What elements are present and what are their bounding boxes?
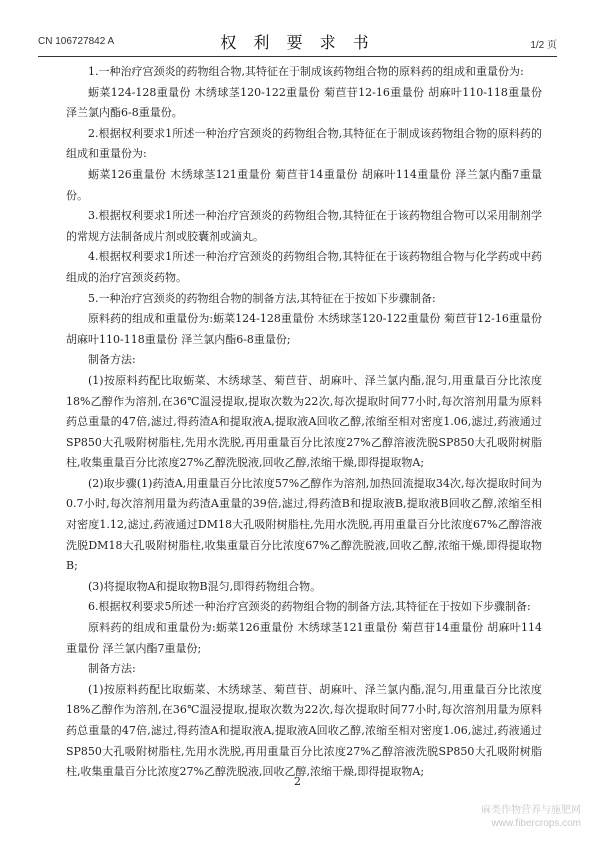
paragraph: (3)将提取物A和提取物B混匀,即得药物组合物。 — [88, 579, 322, 593]
claims-body — [66, 62, 542, 783]
watermark — [481, 804, 581, 830]
paragraph: 原料药的组成和重量份为:蛎菜124-128重量份 木绣球茎120-122重量份 菊苣苷12-16重量份 胡麻叶110-118重量份 泽兰氯内酯6-8重量份; — [66, 312, 542, 346]
paragraph: 1.一种治疗宫颈炎的药物组合物,其特征在于制成该药物组合物的原料药的组成和重量份为: — [88, 65, 524, 78]
page-number: 2 — [294, 775, 301, 788]
paragraph: 原料药的组成和重量份为:蛎菜126重量份 木绣球茎121重量份 菊苣苷14重量份 胡麻叶114重量份 泽兰氯内酯7重量份; — [66, 621, 542, 655]
page-header — [38, 30, 557, 52]
watermark-url: www.fibercrops.com — [491, 818, 581, 829]
paragraph: 5.一种治疗宫颈炎的药物组合物的制备方法,其特征在于按如下步骤制备: — [88, 291, 436, 305]
header-rule — [38, 56, 557, 57]
paragraph: 6.根据权利要求5所述一种治疗宫颈炎的药物组合物的制备方法,其特征在于按如下步骤制备: — [88, 600, 531, 614]
paragraph: (2)取步骤(1)药渣A,用重量百分比浓度57%乙醇作为溶剂,加热回流提取34次,每次提取时间为0.7小时,每次溶剂用量为药渣A重量的39倍,滤过,得药渣B和提取液B,提取液B回收乙醇,浓缩至相对密度1.12,滤过,药液通过DM18大孔吸附树脂柱,先用水洗脱,再用重量百分比浓度67%乙醇溶液洗脱DM18大孔吸附树脂柱,收集重量百分比浓度67%乙醇洗脱液,回收乙醇,浓缩干燥,即得提取物B; — [66, 476, 542, 573]
watermark-line: 麻类作物营养与施肥网 — [481, 805, 581, 816]
paragraph: (1)按原料药配比取蛎菜、木绣球茎、菊苣苷、胡麻叶、泽兰氯内酯,混匀,用重量百分比浓度18%乙醇作为溶剂,在36℃温浸提取,提取次数为22次,每次提取时间77小时,每次溶剂用量为原料药总重量的47倍,滤过,得药渣A和提取液A,提取液A回收乙醇,浓缩至相对密度1.06,滤过,药液通过SP850大孔吸附树脂柱,先用水洗脱,再用重量百分比浓度27%乙醇溶液洗脱SP850大孔吸附树脂柱,收集重量百分比浓度27%乙醇洗脱液,回收乙醇,浓缩干燥,即得提取物A; — [66, 373, 542, 470]
publication-number: CN 106727842 A — [38, 36, 115, 47]
paragraph: 蛎菜126重量份 木绣球茎121重量份 菊苣苷14重量份 胡麻叶114重量份 泽兰氯内酯7重量份。 — [66, 167, 542, 202]
paragraph: 4.根据权利要求1所述一种治疗宫颈炎的药物组合物,其特征在于该药物组合物与化学药或中药组成的治疗宫颈炎药物。 — [66, 250, 542, 284]
document-title: 权 利 要 求 书 — [220, 33, 375, 52]
paragraph: 2.根据权利要求1所述一种治疗宫颈炎的药物组合物,其特征在于制成该药物组合物的原料药的组成和重量份为: — [66, 126, 542, 161]
paragraph: 蛎菜124-128重量份 木绣球茎120-122重量份 菊苣苷12-16重量份 胡麻叶110-118重量份 泽兰氯内酯6-8重量份。 — [66, 85, 542, 120]
paragraph: 3.根据权利要求1所述一种治疗宫颈炎的药物组合物,其特征在于该药物组合物可以采用制剂学的常规方法制备成片剂或胶囊剂或滴丸。 — [66, 209, 542, 243]
paragraph: 制备方法: — [88, 353, 136, 367]
paragraph: 制备方法: — [88, 662, 136, 676]
paragraph: (1)按原料药配比取蛎菜、木绣球茎、菊苣苷、胡麻叶、泽兰氯内酯,混匀,用重量百分比浓度18%乙醇作为溶剂,在36℃温浸提取,提取次数为22次,每次提取时间77小时,每次溶剂用量为原料药总重量的47倍,滤过,得药渣A和提取液A,提取液A回收乙醇,浓缩至相对密度1.06,滤过,药液通过SP850大孔吸附树脂柱,先用水洗脱,再用重量百分比浓度27%乙醇溶液洗脱SP850大孔吸附树脂柱,收集重量百分比浓度27%乙醇洗脱液,回收乙醇,浓缩干燥,即得提取物A; — [66, 682, 542, 779]
page-info: 1/2 页 — [530, 40, 557, 51]
